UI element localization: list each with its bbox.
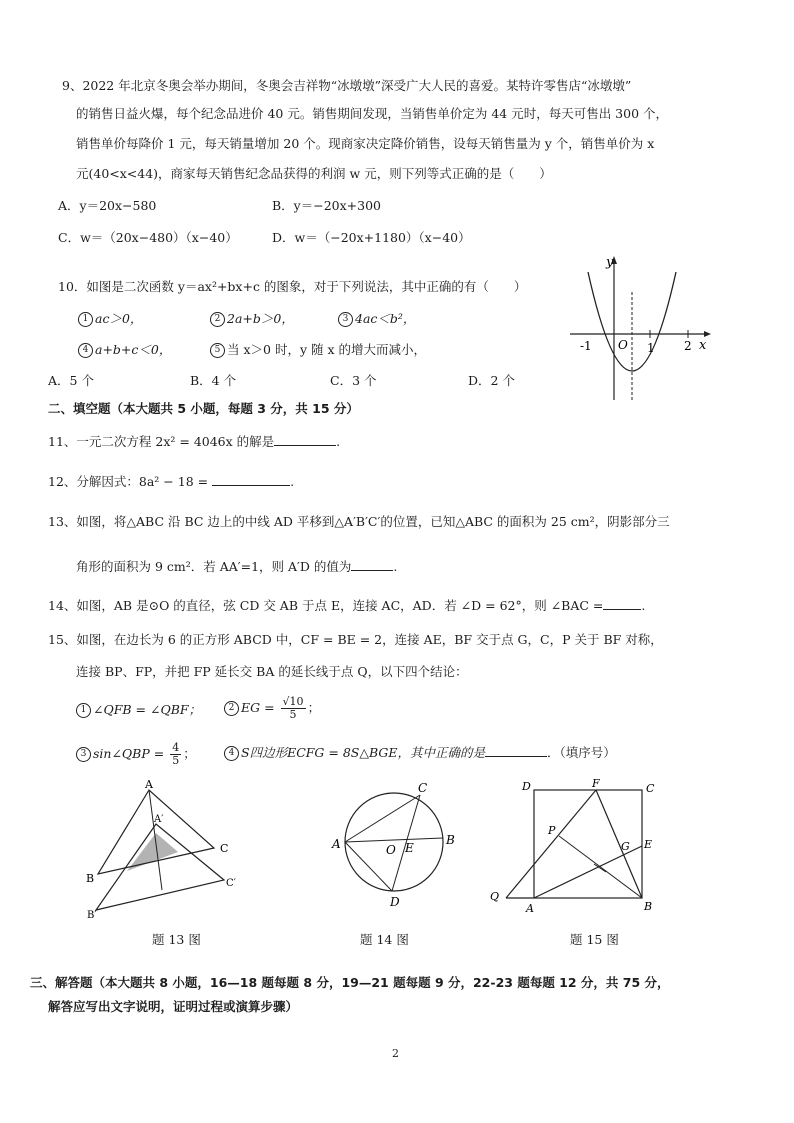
svg-text:A: A [332, 837, 341, 851]
section-3-heading-line-2: 解答应写出文字说明，证明过程或演算步骤） [48, 999, 299, 1014]
q15-line-2: 连接 BP、FP，并把 FP 延长交 BA 的延长线于点 Q，以下四个结论： [76, 664, 468, 679]
q10-statement-2: 2 2a+b＞0， [210, 311, 294, 327]
triangle-abc [98, 790, 214, 874]
svg-text:Q: Q [490, 890, 500, 903]
q11-text: 11、一元二次方程 2x² = 4046x 的解是 . [48, 434, 341, 449]
svg-text:E: E [644, 838, 653, 851]
q10-statement-5: 5 当 x＞0 时，y 随 x 的增大而减小， [210, 342, 426, 358]
q14-answer-blank[interactable] [603, 597, 641, 610]
figure-14 [330, 780, 470, 910]
segment-ae [534, 846, 642, 898]
q9-option-d: D．w＝（−20x+1180）（x−40） [272, 230, 471, 245]
svg-text:A′: A′ [154, 814, 164, 825]
svg-text:C: C [646, 782, 655, 795]
origin-label: O [618, 338, 628, 352]
svg-text:D: D [522, 780, 531, 793]
figure-13 [82, 776, 262, 926]
q15-conclusion-3: 3 sin∠QBP = $\frac{4}{5}$ ； [76, 742, 196, 767]
svg-text:A: A [145, 778, 153, 791]
figure-13-caption: 题 13 图 [152, 932, 201, 947]
figure-15 [486, 776, 672, 926]
q10-parabola-graph [566, 252, 716, 404]
tick-one: 1 [647, 341, 655, 355]
q13-answer-blank[interactable] [351, 558, 393, 571]
section-2-heading: 二、填空题（本大题共 5 小题，每题 3 分，共 15 分） [48, 401, 359, 416]
q9-option-a: A．y＝20x−580 [58, 198, 157, 213]
q9-line-4: 元(40<x<44)，商家每天销售纪念品获得的利润 w 元，则下列等式正确的是（ ） [76, 166, 552, 181]
q10-option-a: A．5 个 [48, 373, 94, 388]
page-number: 2 [392, 1047, 399, 1060]
q9-option-c: C．w＝（20x−480）（x−40） [58, 230, 238, 245]
y-axis-label: y [606, 255, 614, 270]
svg-text:C: C [220, 842, 229, 855]
q10-statement-4: 4 a+b+c＜0， [78, 342, 171, 358]
q11-answer-blank[interactable] [274, 433, 336, 446]
q15-conclusion-2: 2 EG = $\frac{√10}{5}$ ； [224, 696, 320, 721]
q9-option-b: B．y＝−20x+300 [272, 198, 382, 213]
svg-text:P: P [548, 824, 556, 837]
parabola-curve [588, 272, 676, 371]
tick-two: 2 [684, 339, 692, 353]
svg-text:A: A [526, 902, 534, 915]
x-axis-arrow-icon [704, 331, 711, 337]
q13-line-2: 角形的面积为 9 cm²．若 AA′=1，则 A′D 的值为 . [76, 559, 398, 574]
q15-conclusion-1: 1 ∠QFB = ∠QBF； [76, 702, 201, 718]
diameter-ab [345, 838, 443, 842]
q10-statement-1: 1 ac＞0， [78, 311, 142, 327]
segment-bf [596, 790, 642, 898]
svg-text:O: O [386, 843, 396, 857]
q10-option-b: B．4 个 [190, 373, 237, 388]
q13-line-1: 13、如图，将△ABC 沿 BC 边上的中线 AD 平移到△A′B′C′的位置，已知△ABC 的面积为 25 cm²，阴影部分三 [48, 514, 670, 529]
q15-conclusion-4: 4 S四边形ECFG = 8S△BGE，其中正确的是 ．（填序号） [224, 744, 616, 761]
q12-answer-blank[interactable] [212, 473, 290, 486]
figure-14-caption: 题 14 图 [360, 932, 409, 947]
svg-text:B: B [446, 833, 455, 847]
svg-text:G: G [621, 840, 630, 853]
q9-line-2: 的销售日益火爆，每个纪念品进价 40 元。销售期间发现，当销售单价定为 44 元时，每天可售出 300 个， [76, 106, 669, 121]
segment-qf [506, 790, 596, 898]
svg-text:F: F [592, 777, 600, 790]
q15-line-1: 15、如图，在边长为 6 的正方形 ABCD 中，CF = BE = 2，连接 AE，BF 交于点 G，C，P 关于 BF 对称， [48, 632, 663, 647]
svg-text:B′: B′ [87, 910, 97, 921]
q14-text: 14、如图，AB 是⊙O 的直径，弦 CD 交 AB 于点 E，连接 AC，AD．若 ∠D = 62°，则 ∠BAC = . [48, 598, 646, 613]
q10-option-c: C．3 个 [330, 373, 377, 388]
svg-text:C′: C′ [226, 878, 236, 889]
svg-text:D: D [390, 895, 400, 909]
circle-o [345, 793, 443, 891]
x-axis-label: x [699, 338, 707, 353]
q10-statement-3: 3 4ac＜b²， [338, 311, 415, 327]
svg-text:E: E [405, 841, 414, 855]
svg-text:B: B [644, 900, 653, 913]
q10-option-d: D．2 个 [468, 373, 515, 388]
q15-answer-blank[interactable] [485, 744, 547, 757]
svg-text:B: B [86, 872, 95, 885]
figure-15-caption: 题 15 图 [570, 932, 619, 947]
q12-text: 12、分解因式：8a² − 18 = . [48, 474, 295, 489]
tick-minus-one: -1 [580, 339, 592, 353]
svg-text:C: C [418, 781, 428, 795]
q9-line-3: 销售单价每降价 1 元，每天销量增加 20 个。现商家决定降价销售，设每天销售量为 y 个，销售单价为 x [76, 136, 655, 151]
q10-stem: 10．如图是二次函数 y＝ax²+bx+c 的图象，对于下列说法，其中正确的有（ ） [58, 279, 527, 294]
q9-line-1: 9、2022 年北京冬奥会举办期间，冬奥会吉祥物“冰墩墩”深受广大人民的喜爱。某特许零售店“冰墩墩” [62, 78, 632, 93]
section-3-heading-line-1: 三、解答题（本大题共 8 小题，16—18 题每题 8 分，19—21 题每题 9 分，22-23 题每题 12 分，共 75 分， [30, 975, 670, 990]
